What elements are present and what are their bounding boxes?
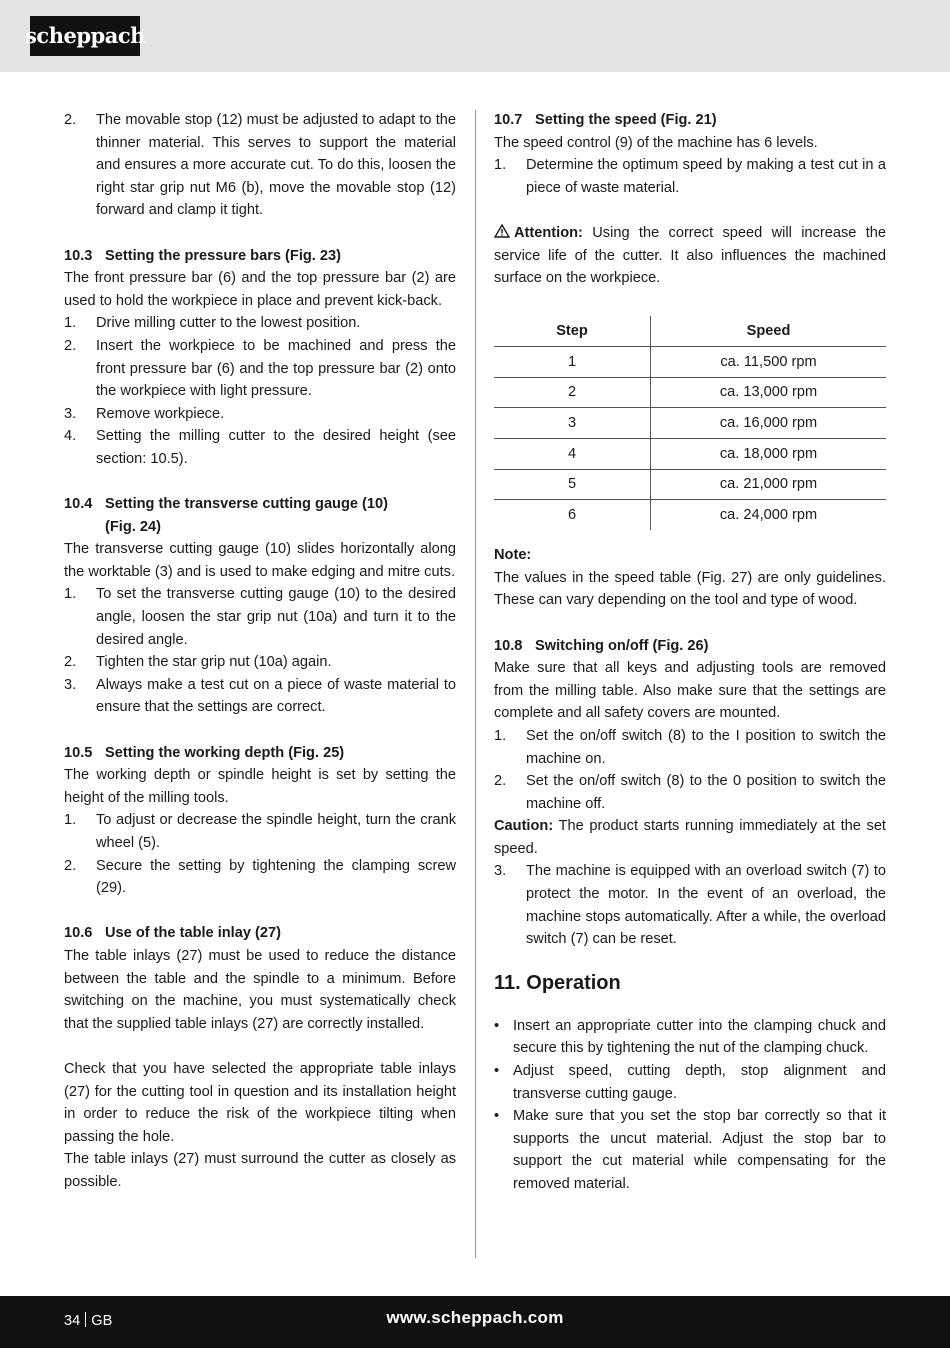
footer-url: www.scheppach.com bbox=[386, 1308, 564, 1327]
paragraph: The values in the speed table (Fig. 27) are only guidelines. These can vary depending on the tool and type of wood. bbox=[494, 569, 886, 609]
column-header-step: Step bbox=[494, 316, 651, 346]
list-item: 2. The movable stop (12) must be adjusted to adapt to the thinner material. This serves to support the material and ensures a more accurate cut. To do this, loosen the right star grip nut M6 (b), move the movable stop (12) forward and clamp it tight. bbox=[64, 112, 456, 219]
list-item: 1. To adjust or decrease the spindle height, turn the crank wheel (5). bbox=[64, 812, 456, 851]
list-item: 2. Tighten the star grip nut (10a) again. bbox=[64, 654, 332, 671]
steps-10-3 bbox=[64, 312, 456, 470]
list-item: 2. Secure the setting by tightening the clamping screw (29). bbox=[64, 857, 456, 897]
list-item: 3. Always make a test cut on a piece of waste material to ensure that the settings are correct. bbox=[64, 676, 456, 716]
steps-10-8 bbox=[494, 725, 886, 815]
list-item: • Insert an appropriate cutter into the clamping chuck and secure this by tightening the nut of the clamping chuck. bbox=[494, 1015, 886, 1060]
steps-10-8-cont bbox=[494, 860, 886, 950]
table-row: 5 ca. 21,000 rpm bbox=[494, 469, 886, 500]
page-footer bbox=[0, 1296, 950, 1348]
paragraph: Check that you have selected the appropriate table inlays (27) for the cutting tool in question and its installation height in order to reduce the risk of the workpiece tilting when passing the hole. bbox=[64, 1060, 456, 1145]
list-item: 1. Determine the optimum speed by making a test cut in a piece of waste material. bbox=[494, 157, 886, 196]
operation-bullets bbox=[494, 1015, 886, 1196]
list-item: 1. Set the on/off switch (8) to the I position to switch the machine on. bbox=[494, 727, 886, 767]
list-item: 1. To set the transverse cutting gauge (10) to the desired angle, loosen the star grip nut (10a) and turn it to the desired angle. bbox=[64, 586, 456, 648]
table-row: 4 ca. 18,000 rpm bbox=[494, 439, 886, 470]
section-heading-10-4: 10.4 Setting the transverse cutting gauge (10) (Fig. 24) bbox=[64, 496, 389, 535]
section-heading-10-8: 10.8 Switching on/off (Fig. 26) bbox=[494, 637, 709, 654]
warning-icon bbox=[494, 222, 510, 245]
section-heading-11: 11. Operation bbox=[494, 971, 621, 994]
steps-10-5 bbox=[64, 809, 456, 899]
table-row: 1 ca. 11,500 rpm bbox=[494, 347, 886, 378]
list-item: 2. Set the on/off switch (8) to the 0 position to switch the machine off. bbox=[494, 773, 886, 812]
steps-10-7 bbox=[494, 154, 886, 199]
list-item: 3. Remove workpiece. bbox=[64, 405, 225, 422]
bullet-icon: • bbox=[494, 1108, 500, 1125]
caution-paragraph: Caution: The product starts running immediately at the set speed. bbox=[494, 818, 886, 857]
list-item: • Make sure that you set the stop bar correctly so that it supports the uncut material. Adjust the stop bar to support the cut material while compensating for the removed material. bbox=[494, 1105, 886, 1195]
note-label: Note: bbox=[494, 547, 532, 564]
steps-10-4 bbox=[64, 583, 456, 719]
speed-table bbox=[494, 316, 886, 530]
section-heading-10-5: 10.5 Setting the working depth (Fig. 25) bbox=[64, 744, 345, 761]
intro-steps bbox=[64, 109, 456, 222]
list-item: • Adjust speed, cutting depth, stop alignment and transverse cutting gauge. bbox=[494, 1060, 886, 1105]
section-heading-10-7: 10.7 Setting the speed (Fig. 21) bbox=[494, 112, 717, 128]
column-divider bbox=[475, 110, 476, 1258]
page-number: 34 GB bbox=[64, 1313, 113, 1329]
left-column bbox=[64, 109, 456, 1194]
list-item: 4. Setting the milling cutter to the desired height (see section: 10.5). bbox=[64, 428, 456, 467]
table-row: 2 ca. 13,000 rpm bbox=[494, 377, 886, 408]
paragraph: The transverse cutting gauge (10) slides horizontally along the worktable (3) and is used to make edging and mitre cuts. bbox=[64, 541, 456, 580]
paragraph: The front pressure bar (6) and the top pressure bar (2) are used to hold the workpiece in place and prevent kick-back. bbox=[64, 270, 456, 309]
brand-logo: scheppach bbox=[30, 16, 140, 56]
paragraph: The table inlays (27) must surround the cutter as closely as possible. bbox=[64, 1151, 456, 1190]
paragraph: The table inlays (27) must be used to reduce the distance between the table and the spindle to a minimum. Before switching on the machine, you must systematically check that the supplied table inlays (27) are correctly installed. bbox=[64, 947, 456, 1032]
list-item: 3. The machine is equipped with an overload switch (7) to protect the motor. In the event of an overload, the machine stops automatically. After a while, the overload switch (7) can be reset. bbox=[494, 863, 886, 948]
section-heading-10-3: 10.3 Setting the pressure bars (Fig. 23) bbox=[64, 247, 341, 264]
table-header-row bbox=[494, 316, 886, 346]
paragraph: The working depth or spindle height is set by setting the height of the milling tools. bbox=[64, 767, 456, 806]
table-row: 6 ca. 24,000 rpm bbox=[494, 500, 886, 530]
page-header bbox=[0, 0, 950, 72]
attention-label: Attention: bbox=[514, 224, 583, 241]
section-heading-10-6: 10.6 Use of the table inlay (27) bbox=[64, 925, 281, 942]
table-row: 3 ca. 16,000 rpm bbox=[494, 408, 886, 439]
attention-paragraph: Attention: Using the correct speed will increase the service life of the cutter. It also influences the machined surface on the workpiece. bbox=[494, 222, 886, 290]
list-item: 2. Insert the workpiece to be machined and press the front pressure bar (6) and the top pressure bar (2) onto the workpiece with light pressure. bbox=[64, 337, 456, 400]
right-column bbox=[494, 109, 886, 1196]
bullet-icon: • bbox=[494, 1017, 500, 1034]
paragraph: Make sure that all keys and adjusting tools are removed from the milling table. Also make sure that the settings are complete and all safety covers are mounted. bbox=[494, 660, 886, 722]
column-header-speed: Speed bbox=[651, 316, 887, 346]
list-item: 1. Drive milling cutter to the lowest position. bbox=[64, 315, 361, 332]
bullet-icon: • bbox=[494, 1063, 500, 1080]
paragraph: The speed control (9) of the machine has 6 levels. bbox=[494, 134, 818, 151]
